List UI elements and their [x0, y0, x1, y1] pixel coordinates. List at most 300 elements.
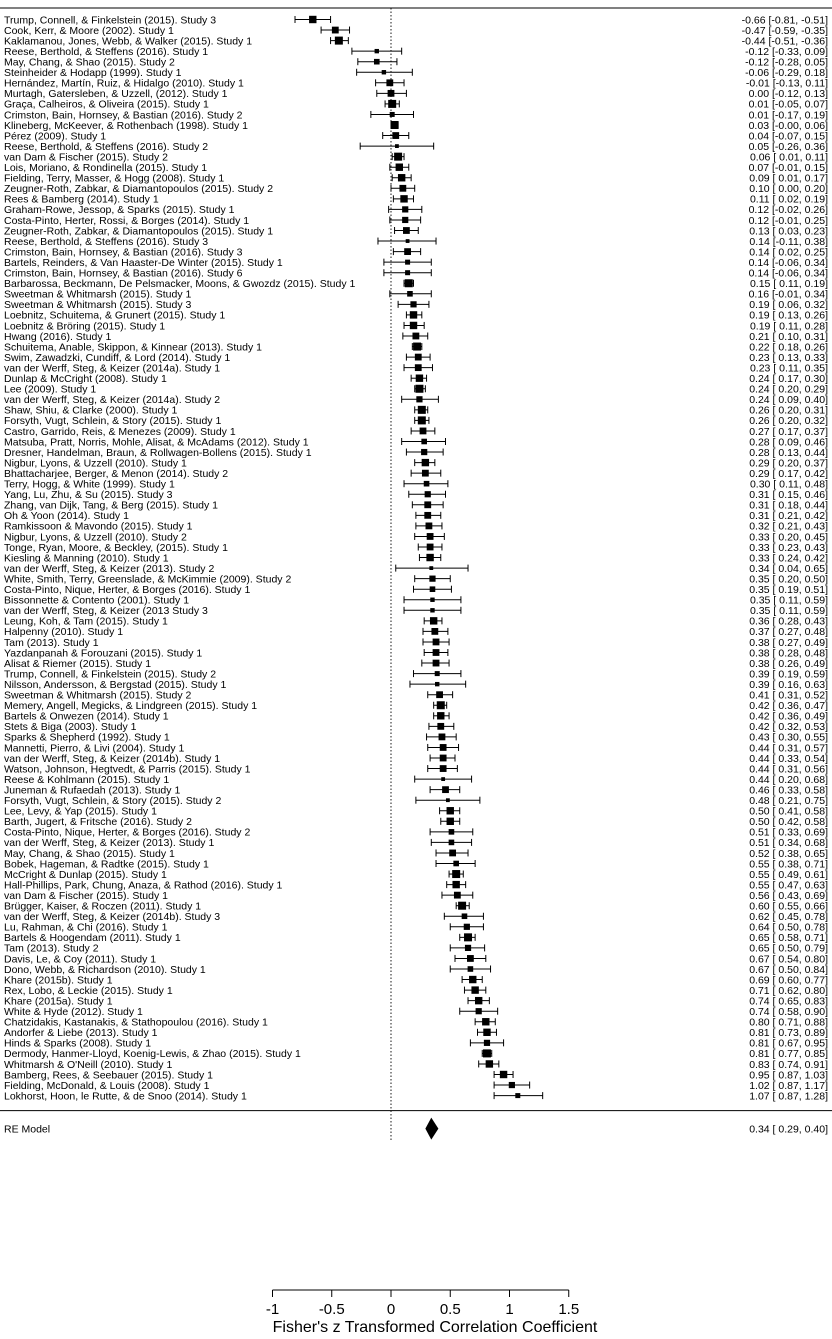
study-mark [460, 933, 475, 941]
study-label: Bhattacharjee, Berger, & Menon (2014). Study 2 [4, 467, 229, 480]
study-label: Bamberg, Rees, & Seebauer (2015). Study 1 [4, 1069, 213, 1082]
study-estimate: -0.12 [-0.33, 0.09] [745, 45, 828, 58]
study-mark [404, 480, 448, 487]
study-mark [404, 607, 461, 614]
study-estimate: 0.19 [ 0.11, 0.28] [749, 320, 828, 333]
point-estimate [483, 1049, 491, 1057]
study-mark [478, 1029, 497, 1036]
study-label: Shaw, Shiu, & Clarke (2000). Study 1 [4, 404, 178, 417]
point-estimate [469, 976, 476, 983]
study-label: Loebnitz & Bröring (2015). Study 1 [4, 320, 166, 333]
study-mark [377, 90, 407, 97]
point-estimate [458, 902, 466, 910]
study-label: Reese & Kohlmann (2015). Study 1 [4, 773, 170, 786]
study-estimate: 0.69 [ 0.60, 0.77] [749, 974, 828, 987]
study-label: van der Werff, Steg, & Keizer (2014b). Study 3 [4, 911, 221, 924]
point-estimate [410, 322, 417, 329]
study-estimate: 0.30 [ 0.11, 0.48] [749, 478, 828, 491]
study-label: Cook, Kerr, & Moore (2002). Study 1 [4, 24, 174, 37]
study-label: Bartels & Hoogendam (2011). Study 1 [4, 932, 181, 945]
point-estimate [399, 185, 406, 192]
study-mark [390, 290, 431, 297]
study-label: Crimston, Bain, Hornsey, & Bastian (2016). Study 6 [4, 267, 243, 280]
study-label: Hernández, Martín, Ruiz, & Hidalgo (2010). Study 1 [4, 77, 244, 90]
study-label: Reese, Berthold, & Steffens (2016). Study 3 [4, 235, 209, 248]
point-estimate [405, 270, 410, 275]
study-mark [434, 701, 447, 709]
study-label: Lokhorst, Hoon, le Rutte, & de Snoo (2014). Study 1 [4, 1090, 247, 1103]
study-label: Murtagh, Gatersleben, & Uzzell, (2012). Study 1 [4, 88, 228, 101]
point-estimate [421, 449, 427, 455]
study-label: Trump, Connell, & Finkelstein (2015). Study 2 [4, 668, 217, 681]
x-axis [266, 1290, 579, 1318]
point-estimate [454, 892, 461, 899]
study-estimate: 0.14 [-0.11, 0.38] [749, 235, 828, 248]
study-label: Costa-Pinto, Herter, Rossi, & Borges (2014). Study 1 [4, 214, 250, 227]
point-estimate [332, 27, 339, 34]
study-mark [404, 364, 432, 371]
study-estimate: 0.22 [ 0.18, 0.26] [749, 341, 828, 354]
point-estimate [452, 881, 459, 888]
study-mark [494, 1092, 543, 1099]
study-label: Costa-Pinto, Nique, Herter, & Borges (2016). Study 1 [4, 584, 251, 596]
study-mark [450, 944, 484, 951]
study-label: Watson, Johnson, Hegtvedt, & Parris (2015). Study 1 [4, 763, 251, 776]
study-estimate: 0.55 [ 0.49, 0.61] [749, 868, 828, 881]
study-mark [371, 111, 414, 118]
study-estimate: -0.06 [-0.29, 0.18] [745, 67, 828, 80]
study-estimate: 0.48 [ 0.21, 0.75] [749, 795, 828, 807]
study-label: Whitmarsh & O'Neill (2010). Study 1 [4, 1058, 173, 1071]
study-mark [403, 333, 428, 340]
point-estimate [400, 195, 407, 202]
study-label: Hall-Phillips, Park, Chung, Anaza, & Rathod (2016). Study 1 [4, 879, 283, 892]
study-mark [404, 596, 461, 603]
point-estimate [396, 164, 403, 171]
study-mark [470, 1039, 503, 1046]
point-estimate [335, 37, 343, 45]
study-estimate: 0.14 [-0.06, 0.34] [748, 267, 828, 280]
study-mark [409, 491, 446, 498]
study-mark [412, 501, 443, 508]
x-tick-label: 0 [386, 1301, 396, 1318]
study-estimate: 0.67 [ 0.54, 0.80] [749, 953, 828, 966]
study-mark [406, 354, 430, 361]
point-estimate [446, 798, 450, 802]
x-tick-label: 1 [505, 1301, 514, 1318]
study-estimate: 0.19 [ 0.06, 0.32] [749, 299, 828, 312]
point-estimate [404, 248, 411, 255]
point-estimate [483, 1029, 490, 1036]
point-estimate [442, 786, 449, 793]
study-mark [479, 1060, 499, 1067]
point-estimate [402, 206, 408, 212]
study-mark [430, 786, 460, 793]
study-mark [410, 681, 466, 688]
study-label: Andorfer & Liebe (2013). Study 1 [4, 1027, 158, 1040]
study-estimate: -0.47 [-0.59, -0.35] [741, 24, 828, 37]
study-mark [389, 206, 422, 213]
study-estimate: 0.71 [ 0.62, 0.80] [749, 984, 828, 997]
point-estimate [415, 385, 423, 393]
summary-row [4, 1118, 828, 1140]
study-label: Juneman & Rufaedah (2013). Study 1 [4, 784, 181, 797]
study-estimate: 0.26 [ 0.20, 0.32] [749, 415, 828, 428]
study-estimate: 0.39 [ 0.16, 0.63] [749, 678, 828, 691]
study-label: Mannetti, Pierro, & Livi (2004). Study 1 [4, 742, 185, 755]
study-mark [415, 416, 429, 424]
point-estimate [398, 174, 405, 181]
study-estimate: 0.31 [ 0.18, 0.44] [749, 499, 828, 512]
point-estimate [468, 966, 474, 972]
study-estimate: 0.35 [ 0.11, 0.59] [749, 605, 828, 618]
study-mark [406, 311, 421, 318]
study-mark [460, 1008, 498, 1015]
point-estimate [476, 1008, 482, 1014]
point-estimate [509, 1082, 515, 1088]
study-label: Kiesling & Manning (2010). Study 1 [4, 552, 169, 565]
study-estimate: 0.29 [ 0.17, 0.42] [749, 467, 828, 480]
study-mark [391, 185, 415, 192]
study-mark [412, 343, 421, 351]
study-estimate: 0.05 [-0.26, 0.36] [748, 140, 828, 153]
study-label: Davis, Le, & Coy (2011). Study 1 [4, 953, 157, 966]
point-estimate [429, 576, 435, 582]
study-estimate: 0.41 [ 0.31, 0.52] [749, 689, 828, 702]
point-estimate [449, 829, 455, 835]
study-estimate: 0.27 [ 0.17, 0.37] [749, 425, 828, 438]
study-label: Zeugner-Roth, Zabkar, & Diamantopoulos (2015). Study 2 [4, 183, 274, 196]
point-estimate [452, 870, 460, 878]
study-label: Bartels, Reinders, & Van Haaster-De Winter (2015). Study 1 [4, 256, 283, 269]
study-estimate: 0.10 [ 0.00, 0.20] [749, 183, 828, 196]
point-estimate [407, 291, 413, 297]
study-estimate: 0.23 [ 0.11, 0.35] [749, 362, 828, 375]
study-label: May, Chang, & Shao (2015). Study 1 [4, 847, 175, 860]
study-label: Lois, Moriano, & Rondinella (2015). Study 1 [4, 162, 208, 174]
study-mark [422, 660, 449, 667]
point-estimate [430, 586, 436, 592]
study-mark [415, 776, 472, 783]
study-label: May, Chang, & Shao (2015). Study 2 [4, 56, 175, 69]
point-estimate [449, 840, 455, 846]
study-estimate: 0.33 [ 0.24, 0.42] [749, 552, 828, 565]
study-estimate: 0.13 [ 0.03, 0.23] [749, 225, 828, 238]
study-marks [295, 16, 543, 1099]
point-estimate [515, 1093, 520, 1098]
study-mark [376, 79, 404, 86]
study-label: van der Werff, Steg, & Keizer (2014a). Study 2 [4, 394, 221, 407]
study-mark [428, 744, 459, 751]
point-estimate [416, 396, 422, 402]
study-estimate: 0.67 [ 0.50, 0.84] [749, 963, 828, 976]
point-estimate [440, 765, 447, 772]
point-estimate [462, 913, 468, 919]
study-label: Sweetman & Whitmarsh (2015). Study 2 [4, 689, 192, 702]
point-estimate [425, 491, 431, 497]
study-mark [449, 870, 463, 878]
study-mark [418, 544, 442, 551]
study-label: Lee, Levy, & Yap (2015). Study 1 [4, 805, 157, 818]
point-estimate [427, 544, 434, 551]
study-estimate: 0.31 [ 0.21, 0.42] [749, 510, 828, 523]
study-estimate: 0.42 [ 0.36, 0.47] [749, 700, 828, 713]
study-label: van der Werff, Steg, & Keizer (2013). Study 2 [4, 562, 215, 575]
study-estimate: 0.19 [ 0.13, 0.26] [749, 309, 828, 322]
study-label: Klineberg, McKeever, & Rothenbach (1998). Study 1 [4, 119, 248, 132]
point-estimate [388, 100, 396, 108]
study-label: Bartels & Onwezen (2014). Study 1 [4, 710, 169, 723]
study-mark [424, 617, 442, 624]
study-estimate: 0.38 [ 0.27, 0.49] [749, 636, 828, 649]
study-estimate: 0.43 [ 0.30, 0.55] [749, 731, 828, 744]
study-label: Yang, Lu, Zhu, & Su (2015). Study 3 [4, 489, 173, 502]
study-label: Dono, Webb, & Richardson (2010). Study 1 [4, 963, 206, 976]
study-label: Swim, Zawadzki, Cundiff, & Lord (2014). Study 1 [4, 351, 231, 364]
x-axis-title: Fisher's z Transformed Correlation Coefficient [272, 1319, 598, 1336]
study-label: Matsuba, Pratt, Norris, Mohle, Alisat, & McAdams (2012). Study 1 [4, 436, 309, 449]
study-label: Chatzidakis, Kastanakis, & Stathopoulou (2016). Study 1 [4, 1016, 268, 1029]
point-estimate [412, 333, 419, 340]
study-mark [456, 902, 469, 910]
point-estimate [449, 850, 456, 857]
study-mark [415, 533, 445, 540]
study-mark [430, 755, 455, 762]
study-label: Tam (2013). Study 2 [4, 942, 99, 955]
study-estimate: 0.36 [ 0.28, 0.43] [749, 615, 828, 628]
study-mark [396, 565, 468, 572]
study-label: Fielding, Terry, Masser, & Hogg (2008). Study 1 [4, 172, 225, 185]
study-estimate: 0.03 [-0.00, 0.06] [748, 119, 828, 132]
study-mark [393, 195, 413, 202]
study-estimate: 0.14 [-0.06, 0.34] [748, 256, 828, 269]
study-estimate: 0.65 [ 0.58, 0.71] [749, 932, 828, 945]
point-estimate [420, 428, 427, 435]
point-estimate [475, 997, 482, 1004]
study-label: Fielding, McDonald, & Louis (2008). Study 1 [4, 1079, 210, 1092]
study-label: Nigbur, Lyons, & Uzzell (2010). Study 2 [4, 531, 187, 544]
study-label: van der Werff, Steg, & Keizer (2013 Study 3 [4, 605, 208, 618]
study-estimate: 0.12 [-0.01, 0.25] [748, 214, 828, 227]
study-mark [392, 153, 404, 161]
study-mark [423, 638, 449, 645]
point-estimate [440, 755, 447, 762]
study-estimate: 0.50 [ 0.41, 0.58] [749, 805, 828, 818]
study-label: Reese, Berthold, & Steffens (2016). Study 1 [4, 45, 209, 58]
point-estimate [422, 459, 429, 466]
point-estimate [440, 744, 447, 751]
point-estimate [471, 986, 478, 993]
study-estimate: 0.44 [ 0.20, 0.68] [749, 773, 828, 786]
study-estimate: 0.81 [ 0.67, 0.95] [749, 1037, 828, 1050]
study-mark [357, 69, 413, 76]
study-mark [428, 691, 453, 698]
study-label: van der Werff, Steg, & Keizer (2014b). Study 1 [4, 752, 221, 765]
study-estimate: 0.00 [-0.12, 0.13] [748, 88, 828, 101]
point-estimate [433, 639, 440, 646]
study-label: Ramkissoon & Mavondo (2015). Study 1 [4, 520, 193, 533]
study-mark [414, 670, 461, 677]
point-estimate [441, 777, 445, 781]
study-mark [430, 828, 473, 835]
study-mark [395, 227, 419, 234]
x-tick-label: 0.5 [439, 1301, 461, 1318]
point-estimate [403, 227, 410, 234]
study-mark [391, 121, 399, 129]
study-estimate: 0.31 [ 0.15, 0.46] [749, 489, 828, 502]
point-estimate [402, 217, 408, 223]
study-mark [436, 849, 468, 856]
study-estimate: 0.01 [-0.17, 0.19] [748, 109, 828, 122]
study-label: Sweetman & Whitmarsh (2015). Study 1 [4, 288, 192, 301]
study-estimate: 0.16 [-0.01, 0.34] [748, 288, 828, 301]
point-estimate [430, 598, 434, 602]
study-mark [404, 322, 424, 329]
study-label: Zhang, van Dijk, Tang, & Berg (2015). Study 1 [4, 499, 219, 512]
study-estimate: 0.80 [ 0.71, 0.88] [749, 1016, 828, 1029]
study-mark [416, 522, 442, 529]
study-mark [494, 1071, 513, 1078]
study-estimate: 0.44 [ 0.31, 0.57] [749, 742, 828, 755]
point-estimate [426, 523, 433, 530]
point-estimate [437, 712, 444, 719]
study-mark [404, 279, 413, 287]
study-mark [424, 649, 448, 656]
study-mark [415, 459, 435, 466]
study-label: Pérez (2009). Study 1 [4, 130, 107, 143]
study-estimate: 0.35 [ 0.19, 0.51] [749, 584, 828, 596]
study-mark [428, 765, 458, 772]
study-mark [442, 892, 473, 899]
study-estimate: 0.33 [ 0.20, 0.45] [749, 531, 828, 544]
study-mark [360, 143, 433, 150]
study-mark [390, 216, 421, 223]
study-label: Barbarossa, Beckmann, De Pelsmacker, Moons, & Gwozdz (2015). Study 1 [4, 278, 356, 291]
study-mark [441, 818, 460, 825]
study-label: van Dam & Fischer (2015). Study 2 [4, 151, 168, 164]
study-estimate: 0.37 [ 0.27, 0.48] [749, 626, 828, 639]
study-estimate: 0.56 [ 0.43, 0.69] [749, 889, 828, 902]
study-estimate: 0.44 [ 0.33, 0.54] [749, 752, 828, 765]
point-estimate [482, 1018, 489, 1025]
study-label: Oh & Yoon (2014). Study 1 [4, 510, 129, 523]
study-label: Costa-Pinto, Nique, Herter, & Borges (2016). Study 2 [4, 826, 251, 839]
study-estimate: 0.24 [ 0.09, 0.40] [749, 394, 828, 407]
study-estimate: 0.52 [ 0.38, 0.65] [749, 847, 828, 860]
study-mark [450, 966, 490, 973]
point-estimate [453, 861, 459, 867]
study-mark [321, 27, 349, 34]
study-estimate: 0.81 [ 0.77, 0.85] [749, 1048, 828, 1061]
study-label: Hwang (2016). Study 1 [4, 330, 112, 343]
point-estimate [467, 955, 474, 962]
study-estimate: 0.74 [ 0.65, 0.83] [749, 995, 828, 1008]
study-label: Steinheider & Hodapp (1999). Study 1 [4, 67, 182, 80]
study-estimate: 0.23 [ 0.13, 0.33] [749, 351, 828, 364]
study-mark [475, 1018, 495, 1025]
study-label: Dresner, Handelman, Braun, & Rollwagen-Bollens (2015). Study 1 [4, 446, 312, 459]
point-estimate [391, 121, 399, 129]
study-estimate: 1.07 [ 0.87, 1.28] [749, 1090, 828, 1103]
study-mark [482, 1049, 491, 1057]
study-mark [423, 628, 448, 635]
point-estimate [447, 807, 454, 814]
point-estimate [500, 1071, 507, 1078]
summary-estimate: 0.34 [ 0.29, 0.40] [749, 1123, 828, 1136]
study-label: Tonge, Ryan, Moore, & Beckley, (2015). Study 1 [4, 541, 228, 554]
study-label: Dermody, Hanmer-Lloyd, Koenig-Lewis, & Zhao (2015). Study 1 [4, 1048, 301, 1061]
point-estimate [394, 153, 402, 161]
study-label: Alisat & Riemer (2015). Study 1 [4, 657, 152, 670]
point-estimate [309, 16, 316, 23]
study-label: Tam (2013). Study 1 [4, 636, 99, 649]
study-label: van der Werff, Steg, & Keizer (2014a). Study 1 [4, 362, 221, 375]
point-estimate [375, 49, 379, 53]
study-estimate: 0.44 [ 0.31, 0.56] [749, 763, 828, 776]
study-label: Terry, Hogg, & White (1999). Study 1 [4, 478, 175, 491]
study-label: Schuitema, Anable, Skippon, & Kinnear (2013). Study 1 [4, 341, 262, 354]
study-label: Lu, Rahman, & Chi (2016). Study 1 [4, 921, 168, 934]
study-estimate: 0.50 [ 0.42, 0.58] [749, 816, 828, 829]
study-mark [444, 913, 483, 920]
point-estimate [413, 343, 421, 351]
study-mark [383, 132, 409, 139]
study-label: Yazdanpanah & Forouzani (2015). Study 1 [4, 647, 203, 660]
study-mark [402, 396, 439, 403]
study-estimate: 0.38 [ 0.28, 0.48] [749, 647, 828, 660]
study-estimate: 0.42 [ 0.36, 0.49] [749, 710, 828, 723]
study-estimate: 0.24 [ 0.17, 0.30] [749, 373, 828, 385]
study-mark [427, 733, 457, 740]
point-estimate [418, 406, 426, 414]
study-label: Brügger, Kaiser, & Roczen (2011). Study 1 [4, 900, 202, 913]
study-mark [392, 174, 411, 181]
study-label: van Dam & Fischer (2015). Study 1 [4, 889, 168, 902]
point-estimate [386, 79, 393, 86]
study-label: McCright & Dunlap (2015). Study 1 [4, 868, 167, 881]
point-estimate [382, 70, 386, 74]
study-estimate: 0.46 [ 0.33, 0.58] [749, 784, 828, 797]
summary-diamond [425, 1118, 438, 1140]
study-mark [415, 406, 428, 414]
study-label: Crimston, Bain, Hornsey, & Bastian (2016). Study 3 [4, 246, 243, 259]
study-label: Forsyth, Vugt, Schlein, & Story (2015). Study 2 [4, 795, 222, 807]
study-label: Nilsson, Andersson, & Bergstad (2015). Study 1 [4, 678, 227, 691]
study-mark [411, 470, 441, 477]
study-estimate: 0.28 [ 0.09, 0.46] [749, 436, 828, 449]
study-estimate: 0.62 [ 0.45, 0.78] [749, 911, 828, 924]
summary-label: RE Model [4, 1123, 51, 1136]
study-mark [411, 427, 435, 434]
point-estimate [435, 682, 439, 686]
study-mark [434, 712, 449, 719]
study-estimate: 0.64 [ 0.50, 0.78] [749, 921, 828, 934]
study-label: Bobek, Hageman, & Radtke (2015). Study 1 [4, 858, 209, 871]
study-label: Leung, Koh, & Tam (2015). Study 1 [4, 615, 168, 628]
study-estimate: 0.01 [-0.05, 0.07] [748, 98, 828, 111]
study-estimate: 0.28 [ 0.13, 0.44] [749, 446, 828, 459]
study-label: Rex, Lobo, & Leckie (2015). Study 1 [4, 984, 173, 997]
study-mark [390, 164, 409, 171]
study-mark [416, 512, 441, 519]
study-label: Kaklamanou, Jones, Webb, & Walker (2015). Study 1 [4, 35, 253, 48]
point-estimate [486, 1060, 493, 1067]
study-label: Sweetman & Whitmarsh (2015). Study 3 [4, 299, 192, 312]
study-estimate: 0.29 [ 0.20, 0.37] [749, 457, 828, 470]
study-estimate: 0.12 [-0.02, 0.26] [748, 204, 828, 217]
point-estimate [395, 144, 399, 148]
study-mark [419, 554, 440, 561]
